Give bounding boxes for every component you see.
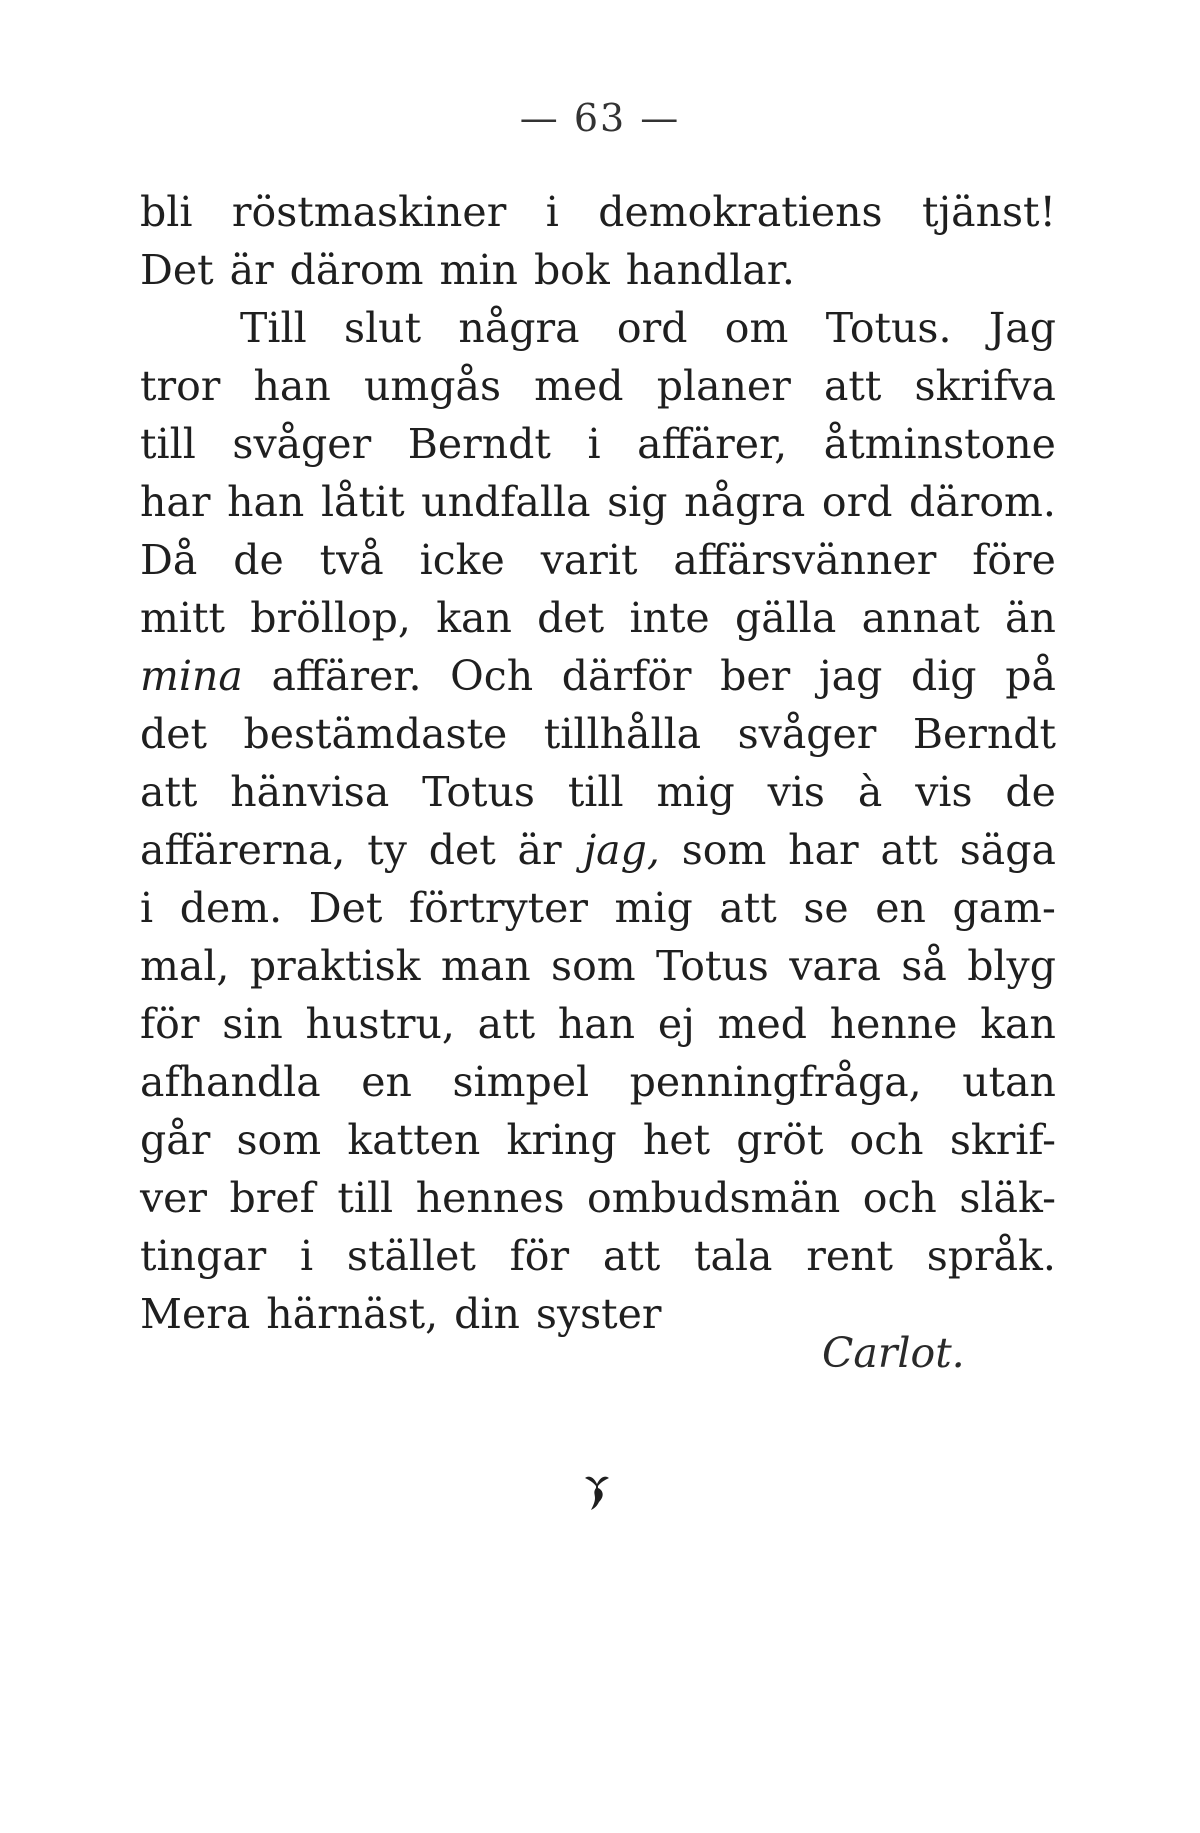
text-word: som [236, 1116, 322, 1164]
body-text [140, 183, 1056, 1343]
text-line [140, 647, 1056, 705]
text-word: Då [140, 536, 198, 584]
text-line [140, 241, 1056, 299]
text-word: rent [806, 1232, 893, 1280]
text-word: de [1005, 768, 1056, 816]
text-word: så [901, 942, 947, 990]
text-word: demokratiens [598, 188, 883, 236]
text-word: dem. [179, 884, 283, 932]
text-word: i [587, 420, 601, 468]
text-word: Berndt [912, 710, 1056, 758]
text-word: Det [140, 246, 214, 294]
text-word: tjänst! [921, 188, 1056, 236]
text-word: Totus [422, 768, 535, 816]
text-word: planer [656, 362, 791, 410]
text-word: förtryter [408, 884, 588, 932]
text-word: de [233, 536, 284, 584]
fleuron-ornament-icon [581, 1468, 613, 1512]
text-word: Jag [988, 304, 1056, 352]
text-word: till [337, 1174, 394, 1222]
text-word: umgås [363, 362, 501, 410]
text-word: ord [821, 478, 893, 526]
text-word: med [534, 362, 624, 410]
text-word: mitt [140, 594, 225, 642]
text-word: Mera [140, 1290, 251, 1338]
page-number: — 63 — [519, 96, 681, 140]
text-word: gälla [734, 594, 837, 642]
text-word: det [428, 826, 496, 874]
text-word: hennes [415, 1174, 565, 1222]
text-line [140, 763, 1056, 821]
text-word: bref [229, 1174, 315, 1222]
text-word: se [803, 884, 849, 932]
text-word: affärer. [271, 652, 422, 700]
text-word: svåger [232, 420, 372, 468]
text-word: afhandla [140, 1058, 321, 1106]
text-word: vis [767, 768, 825, 816]
text-word: och [849, 1116, 924, 1164]
text-word: han [253, 362, 331, 410]
text-line [140, 937, 1056, 995]
text-word: är [229, 246, 274, 294]
text-word: vis [915, 768, 973, 816]
text-word: att [477, 1000, 536, 1048]
text-word: släk- [959, 1174, 1056, 1222]
text-word: han [557, 1000, 636, 1048]
text-line [140, 415, 1056, 473]
text-word: några [684, 478, 806, 526]
text-word: några [458, 304, 580, 352]
text-word: bok [533, 246, 610, 294]
text-word: à [857, 768, 883, 816]
text-word: därom. [909, 478, 1056, 526]
text-word: han [227, 478, 305, 526]
text-word: har [140, 478, 211, 526]
text-word: före [972, 536, 1056, 584]
text-word: en [875, 884, 926, 932]
text-word: mig [614, 884, 693, 932]
text-word: en [361, 1058, 412, 1106]
text-line [140, 357, 1056, 415]
text-word: därför [561, 652, 692, 700]
text-word: jag, [583, 826, 660, 874]
text-word: det [537, 594, 605, 642]
text-line [140, 1111, 1056, 1169]
text-line [140, 1169, 1056, 1227]
text-word: sin [222, 1000, 283, 1048]
text-word: åtminstone [823, 420, 1056, 468]
text-line [140, 473, 1056, 531]
text-line [140, 183, 1056, 241]
text-word: språk. [926, 1232, 1056, 1280]
text-word: tillhålla [543, 710, 702, 758]
text-line [140, 589, 1056, 647]
text-line [140, 705, 1056, 763]
text-line [140, 879, 1056, 937]
text-line [140, 821, 1056, 879]
text-word: säga [959, 826, 1056, 874]
text-word: för [509, 1232, 570, 1280]
text-word: ord [616, 304, 688, 352]
text-word: undfalla [421, 478, 591, 526]
text-word: Det [308, 884, 383, 932]
text-word: går [140, 1116, 211, 1164]
text-word: att [719, 884, 777, 932]
text-word: skrif- [949, 1116, 1056, 1164]
text-word: mig [656, 768, 735, 816]
text-word: ty [367, 826, 407, 874]
text-word: man [440, 942, 531, 990]
text-word: kring [506, 1116, 617, 1164]
text-word: på [1005, 652, 1056, 700]
text-word: det [140, 710, 207, 758]
text-word: gam- [952, 884, 1056, 932]
text-line [140, 531, 1056, 589]
text-word: dig [910, 652, 977, 700]
text-word: därom [289, 246, 424, 294]
text-word: stället [346, 1232, 476, 1280]
text-word: som [681, 826, 767, 874]
text-word: ej [657, 1000, 695, 1048]
text-word: med [717, 1000, 807, 1048]
text-word: till [140, 420, 196, 468]
text-word: varit [540, 536, 638, 584]
text-word: simpel [452, 1058, 590, 1106]
text-word: för [140, 1000, 200, 1048]
text-word: het [642, 1116, 711, 1164]
text-word: affärer, [637, 420, 788, 468]
text-word: hustru, [305, 1000, 455, 1048]
text-word: tingar [140, 1232, 267, 1280]
text-word: blyg [967, 942, 1056, 990]
text-word: kan [436, 594, 512, 642]
text-line [140, 1053, 1056, 1111]
text-word: Totus [656, 942, 769, 990]
text-word: inte [629, 594, 710, 642]
text-word: svåger [737, 710, 877, 758]
text-word: mal, [140, 942, 230, 990]
text-word: är [517, 826, 562, 874]
text-word: min [439, 246, 518, 294]
text-word: Totus. [825, 304, 952, 352]
text-word: om [724, 304, 789, 352]
text-word: som [551, 942, 636, 990]
text-word: härnäst, [266, 1290, 439, 1338]
text-word: Berndt [407, 420, 551, 468]
text-word: att [880, 826, 938, 874]
text-word: att [602, 1232, 661, 1280]
text-word: katten [347, 1116, 481, 1164]
text-word: i [140, 884, 154, 932]
text-word: vara [789, 942, 881, 990]
text-word: syster [535, 1290, 662, 1338]
text-word: Till [240, 304, 307, 352]
text-word: praktisk [249, 942, 421, 990]
text-word: tala [693, 1232, 773, 1280]
text-word: bli [140, 188, 193, 236]
text-word: mina [140, 652, 243, 700]
text-word: jag [818, 652, 883, 700]
text-word: i [545, 188, 559, 236]
text-word: tror [140, 362, 221, 410]
text-word: hänvisa [230, 768, 390, 816]
text-word: bestämdaste [243, 710, 508, 758]
text-word: icke [419, 536, 505, 584]
text-word: affärsvänner [673, 536, 937, 584]
text-word: röstmaskiner [231, 188, 507, 236]
text-line [140, 299, 1056, 357]
text-word: skrifva [914, 362, 1056, 410]
text-word: affärerna, [140, 826, 346, 874]
text-word: ombudsmän [587, 1174, 841, 1222]
text-word: annat [861, 594, 980, 642]
text-word: ber [720, 652, 791, 700]
text-word: än [1005, 594, 1056, 642]
text-word: din [454, 1290, 520, 1338]
text-word: två [319, 536, 384, 584]
text-word: handlar. [625, 246, 795, 294]
text-word: kan [980, 1000, 1056, 1048]
text-word: henne [829, 1000, 958, 1048]
text-line [140, 995, 1056, 1053]
text-word: och [862, 1174, 937, 1222]
text-line [140, 1227, 1056, 1285]
text-word: bröllop, [250, 594, 411, 642]
text-word: låtit [320, 478, 405, 526]
signature: Carlot. [822, 1329, 965, 1377]
text-word: till [567, 768, 624, 816]
text-word: sig [607, 478, 668, 526]
text-word: utan [962, 1058, 1056, 1106]
text-word: att [140, 768, 198, 816]
text-word: slut [344, 304, 422, 352]
text-word: i [300, 1232, 314, 1280]
text-word: gröt [736, 1116, 824, 1164]
text-word: har [788, 826, 859, 874]
text-word: att [823, 362, 882, 410]
text-word: Och [450, 652, 534, 700]
text-word: penningfråga, [629, 1058, 922, 1106]
text-word: ver [140, 1174, 208, 1222]
